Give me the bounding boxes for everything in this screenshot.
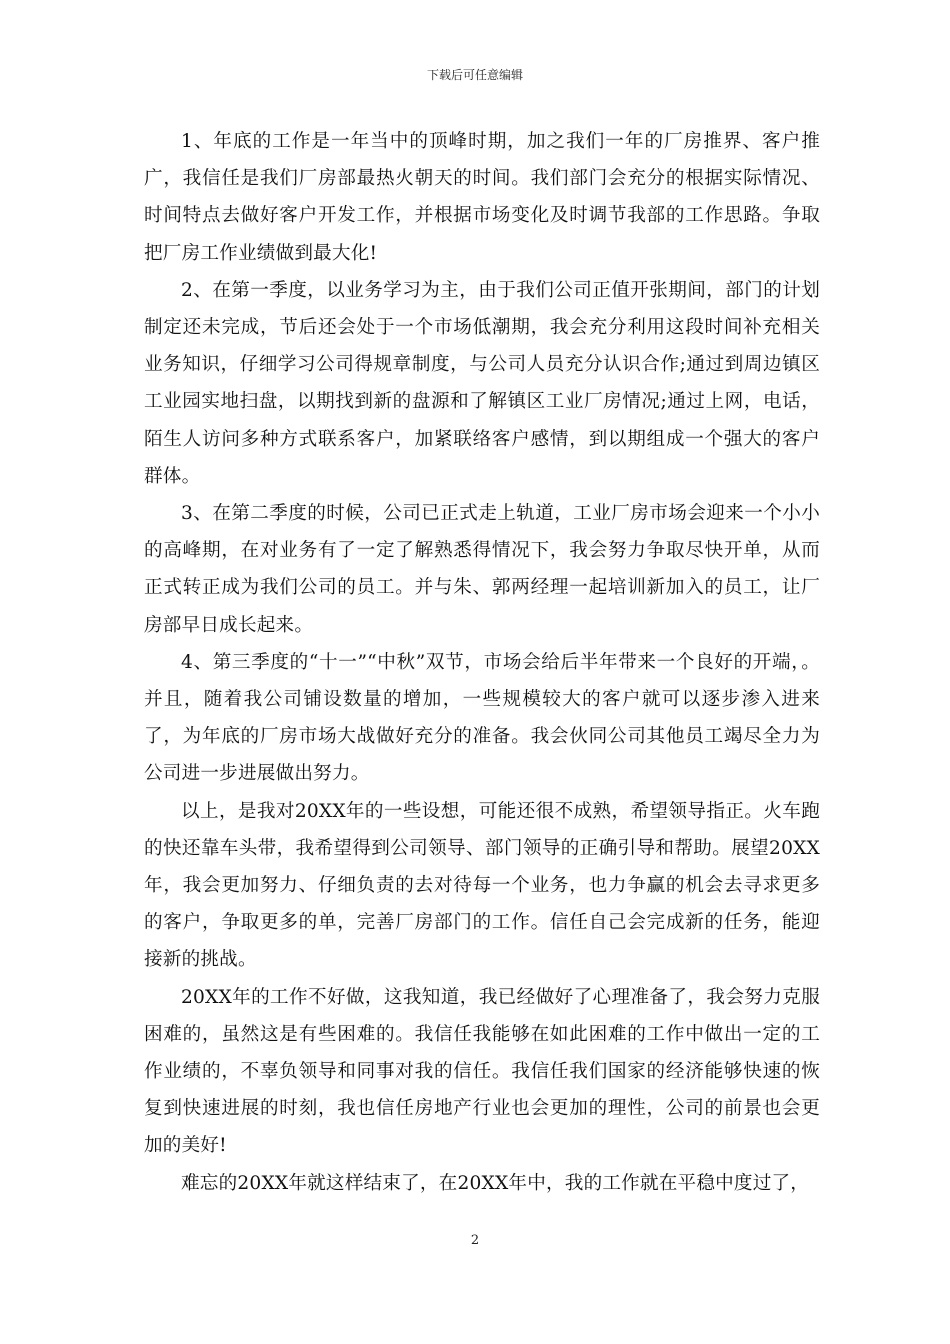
paragraph-5: 以上，是我对20XX年的一些设想，可能还很不成熟，希望领导指正。火车跑的快还靠车头带，我希望得到公司领导、部门领导的正确引导和帮助。展望20XX年，我会更加努力、仔细负责的去对待每一个业务，也力争赢的机会去寻求更多的客户，争取更多的单，完善厂房部门的工作。信任自己会完成新的任务，能迎接新的挑战。	[144, 800, 820, 971]
page-header: 下载后可任意编辑	[426, 68, 523, 82]
paragraph-4: 4、第三季度的“十一”“中秋”双节，市场会给后半年带来一个良好的开端，。并且，随着我公司铺设数量的增加，一些规模较大的客户就可以逐步渗入进来了，为年底的厂房市场大战做好充分的准备。我会伙同公司其他员工竭尽全力为公司进一步进展做出努力。	[144, 651, 820, 785]
paragraph-1: 1、年底的工作是一年当中的顶峰时期，加之我们一年的厂房推界、客户推广，我信任是我们厂房部最热火朝天的时间。我们部门会充分的根据实际情况、时间特点去做好客户开发工作，并根据市场变化及时调节我部的工作思路。争取把厂房工作业绩做到最大化!	[144, 131, 820, 264]
document-body	[144, 123, 820, 1202]
paragraph-6: 20XX年的工作不好做，这我知道，我已经做好了心理准备了，我会努力克服困难的，虽然这是有些困难的。我信任我能够在如此困难的工作中做出一定的工作业绩的，不辜负领导和同事对我的信任。我信任我们国家的经济能够快速的恢复到快速进展的时刻，我也信任房地产行业也会更加的理性，公司的前景也会更加的美好!	[144, 986, 820, 1157]
paragraph-2: 2、在第一季度，以业务学习为主，由于我们公司正值开张期间，部门的计划制定还未完成，节后还会处于一个市场低潮期，我会充分利用这段时间补充相关业务知识，仔细学习公司得规章制度，与公司人员充分认识合作;通过到周边镇区工业园实地扫盘，以期找到新的盘源和了解镇区工业厂房情况;通过上网，电话，陌生人访问多种方式联系客户，加紧联络客户感情，到以期组成一个强大的客户群体。	[144, 279, 820, 487]
paragraph-3: 3、在第二季度的时候，公司已正式走上轨道，工业厂房市场会迎来一个小小的高峰期，在对业务有了一定了解熟悉得情况下，我会努力争取尽快开单，从而正式转正成为我们公司的员工。并与朱、郭两经理一起培训新加入的员工，让厂房部早日成长起来。	[144, 503, 820, 636]
page-number: 2	[470, 1233, 480, 1248]
paragraph-7: 难忘的20XX年就这样结束了，在20XX年中，我的工作就在平稳中度过了，	[181, 1172, 810, 1194]
